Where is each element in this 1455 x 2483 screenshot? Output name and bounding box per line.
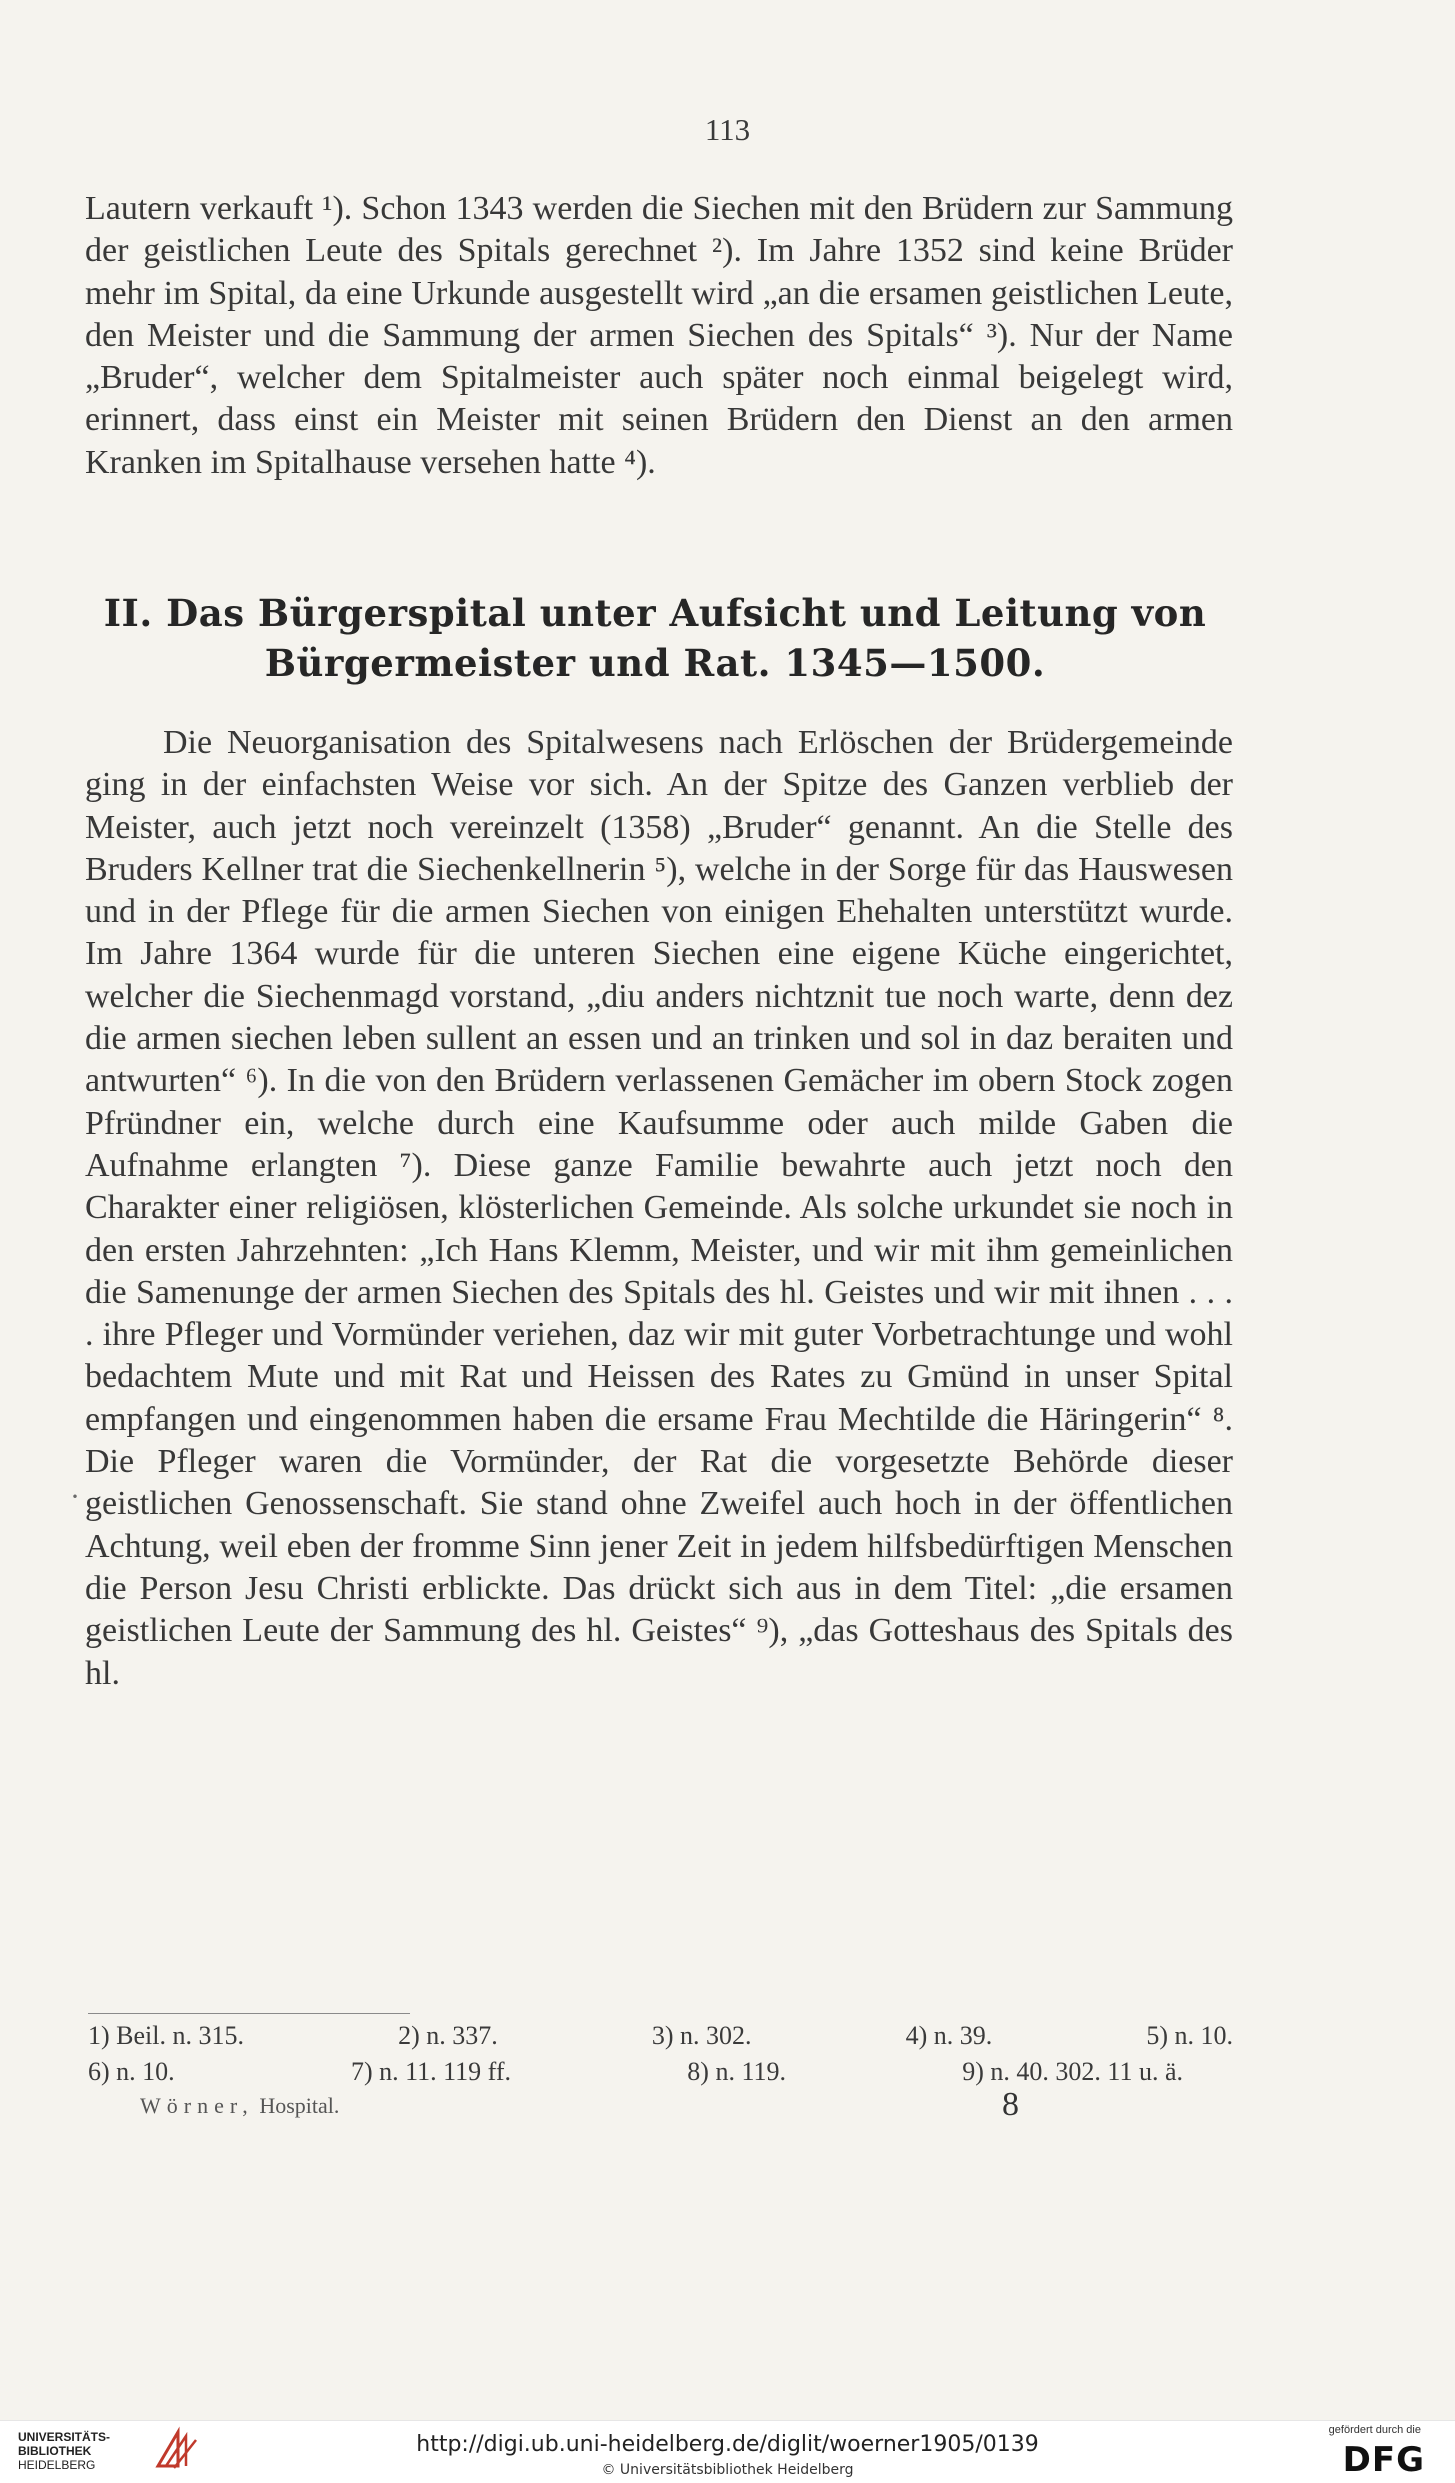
footnote-9: 9) n. 40. 302. 11 u. ä. — [962, 2057, 1183, 2086]
paragraph-2: Die Neuorganisation des Spitalwesens nach Erlöschen der Brüdergemeinde ging in der einfachsten Weise vor sich. An der Spitze des Ganzen verblieb der Meister, auch jetzt noch vereinzelt (1358) „Bruder“ genannt. An die Stelle des Bruders Kellner trat die Siechenkellnerin ⁵), welche in der Sorge für das Hauswesen und in der Pflege für die armen Siechen von einigen Ehehalten unterstützt wurde. Im Jahre 1364 wurde für die unteren Siechen eine eigene Küche eingerichtet, welcher die Siechenmagd vorstand, „diu anders nichtznit tue noch warte, denn dez die armen siechen leben sullent an essen und an trinken und sol in daz beraiten und antwurten“ ⁶). In die von den Brüdern verlassenen Gemächer im obern Stock zogen Pfründner ein, welche durch eine Kaufsumme oder auch milde Gaben die Aufnahme erlangten ⁷). Diese ganze Familie bewahrte auch jetzt noch den Charakter einer religiösen, klösterlichen Gemeinde. Als solche urkundet sie noch in den ersten Jahrzehnten: „Ich Hans Klemm, Meister, und wir mit ihm gemeinlichen die Samenunge der armen Siechen des Spitals des hl. Geistes und wir mit ihnen . . . . ihre Pfleger und Vormünder veriehen, daz wir mit guter Vorbetrachtunge und wohl bedachtem Mute und mit Rat und Heissen des Rates zu Gmünd in unser Spital empfangen und eingenommen haben die ersame Frau Mechtilde die Häringerin“ ⁸. Die Pfleger waren die Vormünder, der Rat die vorgesetzte Behörde dieser geistlichen Genossenschaft. Sie stand ohne Zweifel auch hoch in der öffentlichen Achtung, weil eben der fromme Sinn jener Zeit in jedem hilfsbedürftigen Menschen die Person Jesu Christi erblickte. Das drückt sich aus in dem Titel: „die ersamen geistlichen Leute der Sammung des hl. Geistes“ ⁹), „das Gotteshaus des Spitals des hl. — [85, 724, 1233, 1692]
copyright-notice: © Universitätsbibliothek Heidelberg — [601, 2462, 854, 2478]
permalink-url[interactable]: http://digi.ub.uni-heidelberg.de/diglit/woerner1905/0139 — [416, 2432, 1039, 2457]
footnote-6: 6) n. 10. — [88, 2057, 175, 2086]
page-number: 113 — [704, 112, 751, 147]
footnote-row-2 — [88, 2054, 1233, 2090]
signature-work: Hospital. — [259, 2093, 340, 2118]
margin-mark: · — [70, 1480, 80, 1513]
paragraph-1: Lautern verkauft ¹). Schon 1343 werden die Siechen mit den Brüdern zur Sammung der geistlichen Leute des Spitals gerechnet ²). Im Jahre 1352 sind keine Brüder mehr im Spital, da eine Urkunde ausgestellt wird „an die ersamen geistlichen Leute, den Meister und die Sammung der armen Siechen des Spitals“ ³). Nur der Name „Bruder“, welcher dem Spitalmeister auch später noch einmal beigelegt wird, erinnert, dass einst ein Meister mit seinen Brüdern den Dienst an den armen Kranken im Spitalhause versehen hatte ⁴). — [85, 190, 1233, 481]
library-name-line-1: UNIVERSITÄTS- — [18, 2430, 111, 2444]
sheet-number: 8 — [1002, 2086, 1019, 2123]
footnote-5: 5) n. 10. — [1146, 2021, 1233, 2050]
funder-caption: gefördert durch die — [1328, 2424, 1421, 2436]
library-logo-text[interactable] — [18, 2430, 110, 2472]
footnote-8: 8) n. 119. — [687, 2057, 786, 2086]
footnote-row-1 — [88, 2018, 1233, 2054]
section-heading-line-1: II. Das Bürgerspital unter Aufsicht und Leitung von — [103, 591, 1207, 635]
signature-line — [140, 2093, 1040, 2119]
library-emblem-icon — [152, 2426, 204, 2474]
dfg-logo[interactable]: DFG — [1342, 2440, 1425, 2480]
library-name-line-3: HEIDELBERG — [18, 2458, 96, 2472]
footnote-3: 3) n. 302. — [651, 2021, 752, 2050]
section-heading-line-2: Bürgermeister und Rat. 1345—1500. — [264, 641, 1046, 685]
footnote-2: 2) n. 337. — [398, 2021, 498, 2050]
footnote-1: 1) Beil. n. 315. — [88, 2021, 244, 2050]
section-heading — [70, 588, 1240, 688]
signature-author: Wörner, — [140, 2093, 254, 2118]
footnote-7: 7) n. 11. 119 ff. — [350, 2057, 512, 2086]
footnote-rule — [88, 2013, 410, 2014]
footnotes — [88, 2018, 1233, 2090]
library-name-line-2: BIBLIOTHEK — [18, 2444, 92, 2458]
footnote-4: 4) n. 39. — [905, 2021, 993, 2050]
